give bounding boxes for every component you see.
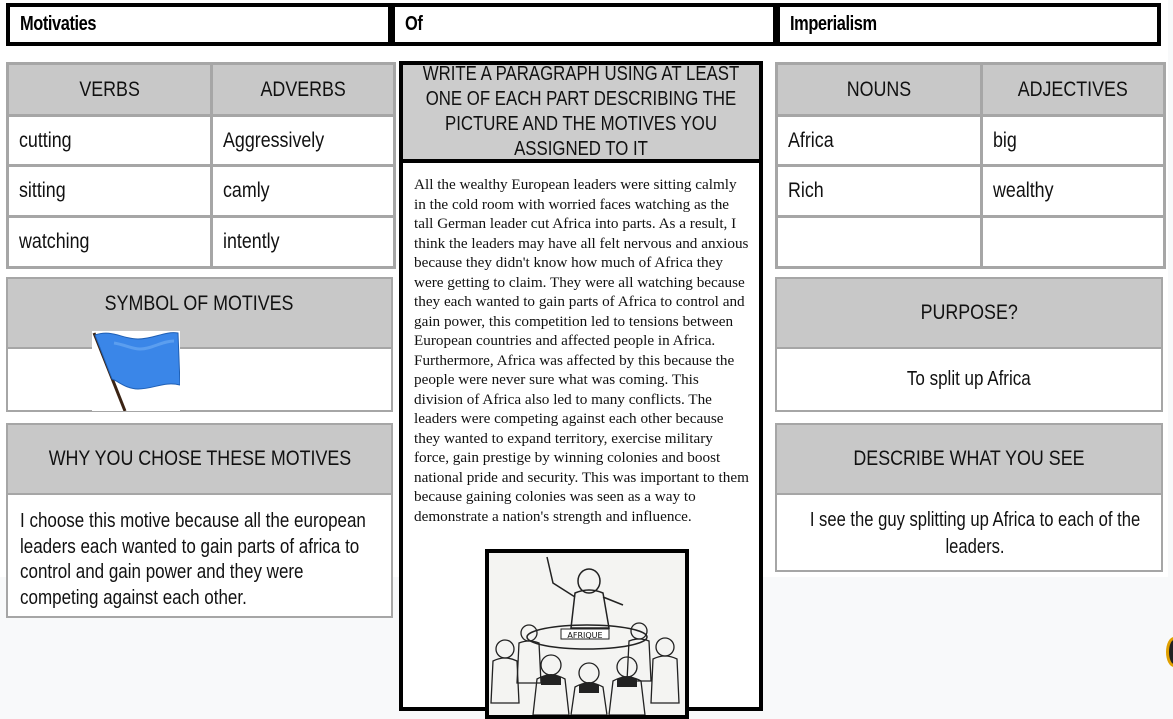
paragraph-panel [399, 61, 763, 711]
header-adjectives[interactable]: ADJECTIVES [982, 64, 1165, 116]
why-header: WHY YOU CHOSE THESE MOTIVES [8, 425, 391, 495]
table-cell[interactable]: Rich [777, 166, 982, 217]
why-box[interactable] [6, 423, 393, 618]
header-adverbs[interactable]: ADVERBS [212, 64, 395, 116]
table-cell[interactable] [777, 217, 982, 268]
table-cell[interactable]: cutting [8, 116, 212, 166]
flag-icon[interactable] [92, 331, 180, 411]
title-text: Of [405, 13, 423, 35]
table-cell[interactable]: intently [212, 217, 395, 268]
paragraph-header: WRITE A PARAGRAPH USING AT LEAST ONE OF EACH PART DESCRIBING THE PICTURE AND THE MOTIVES YOU ASSIGNED TO IT [403, 65, 759, 163]
describe-header: DESCRIBE WHAT YOU SEE [777, 425, 1161, 495]
header-nouns[interactable]: NOUNS [777, 64, 982, 116]
title-cell-imperialism[interactable] [776, 3, 1161, 46]
table-cell[interactable]: watching [8, 217, 212, 268]
table-cell[interactable]: Africa [777, 116, 982, 166]
describe-box[interactable] [775, 423, 1163, 572]
cartoon-label: AFRIQUE [567, 631, 603, 640]
paragraph-text[interactable]: All the wealthy European leaders were sitting calmly in the cold room with worried faces watching as the tall German leader cut Africa into parts. As a result, I think the leaders may have all felt nervous and anxious because they didn't know how much of Africa they were getting to claim. They were all watching because they each wanted to gain parts of Africa to control and gain power, this competition led to tensions between European countries and affected people in Africa. Furthermore, Africa was affected by this because the people were never sure what was coming. This division of Africa also led to many conflicts. The leaders were competing against each other because they wanted to expand territory, exercise military force, gain prestige by winning colonies and boost national pride and security. This was important to them because gaining colonies was seen as a way to demonstrate a nation's strength and influence. [414, 176, 749, 525]
verbs-adverbs-table [6, 62, 396, 269]
purpose-text: To split up Africa [907, 368, 1031, 390]
side-floating-icon[interactable] [1166, 637, 1173, 667]
purpose-box[interactable] [775, 277, 1163, 412]
title-text: Motivaties [20, 13, 97, 35]
table-cell[interactable]: sitting [8, 166, 212, 217]
table-cell[interactable] [982, 217, 1165, 268]
nouns-adjectives-table [775, 62, 1166, 269]
why-text: I choose this motive because all the european leaders each wanted to gain parts of africa to control and gain power and they were competing against each other. [20, 510, 366, 609]
cartoon-image[interactable] [485, 549, 689, 719]
table-cell[interactable]: Aggressively [212, 116, 395, 166]
describe-text: I see the guy splitting up Africa to each of the leaders. [809, 509, 1141, 558]
symbol-header: SYMBOL OF MOTIVES [8, 279, 391, 349]
table-cell[interactable]: camly [212, 166, 395, 217]
title-cell-motivaties[interactable] [6, 3, 392, 46]
table-cell[interactable]: wealthy [982, 166, 1165, 217]
table-cell[interactable]: big [982, 116, 1165, 166]
title-cell-of[interactable] [391, 3, 777, 46]
purpose-header: PURPOSE? [777, 279, 1161, 349]
symbol-box[interactable] [6, 277, 393, 412]
title-text: Imperialism [790, 13, 877, 35]
header-verbs[interactable]: VERBS [8, 64, 212, 116]
